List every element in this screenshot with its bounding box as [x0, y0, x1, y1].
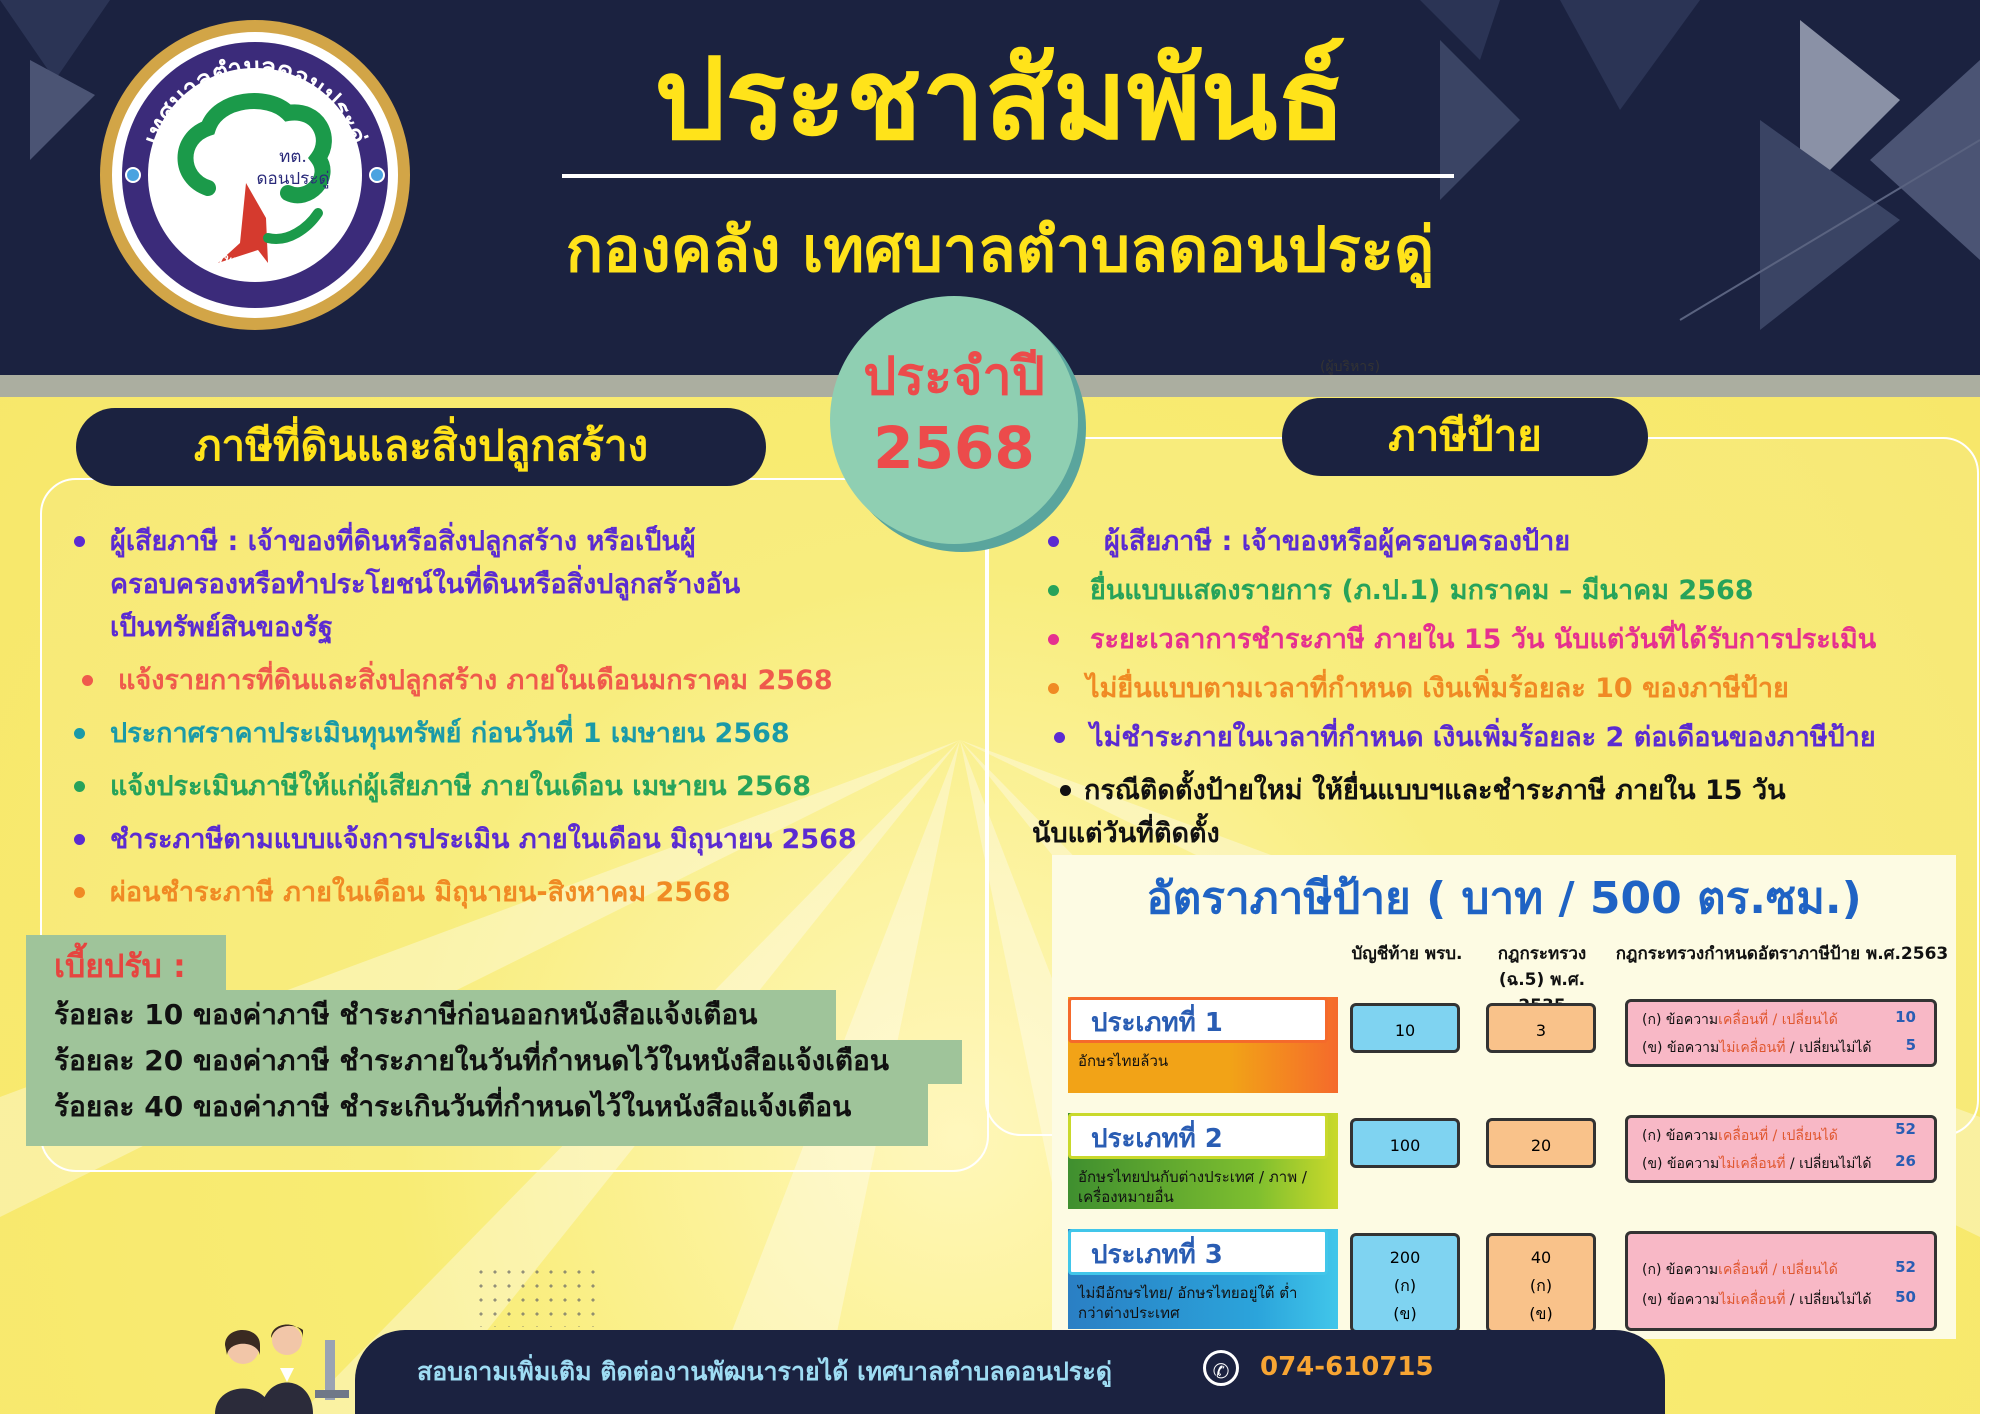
- bullet-icon: [82, 675, 93, 686]
- sign-tax-item-text: กรณีติดตั้งป้ายใหม่ ให้ยื่นแบบฯและชำระภาษี ภายใน 15 วัน: [1084, 775, 1786, 806]
- svg-text:อำเภอปากพะยูน จังหวัดพัทลุง: อำเภอปากพะยูน จังหวัดพัทลุง: [158, 196, 351, 276]
- sign-tax-item-text: ผู้เสียภาษี : เจ้าของหรือผู้ครอบครองป้าย: [1104, 526, 1571, 557]
- land-tax-list: [110, 520, 857, 914]
- dot-pattern-decoration: [474, 1265, 604, 1327]
- bullet-icon: [1048, 536, 1059, 547]
- sign-tax-item-text: ระยะเวลาการชำระภาษี ภายใน 15 วัน นับแต่วันที่ได้รับการประเมิน: [1090, 624, 1877, 655]
- footer-bar: [355, 1330, 1665, 1414]
- sign-tax-heading: ภาษีป้าย: [1282, 398, 1648, 476]
- land-tax-item-text: ผู้เสียภาษี : เจ้าของที่ดินหรือสิ่งปลูกสร้าง หรือเป็นผู้: [110, 526, 696, 557]
- bullet-icon: [74, 781, 85, 792]
- rate-law-cell: [1625, 1231, 1937, 1331]
- sign-type-3: [1068, 1229, 1318, 1322]
- header-note: (ผู้บริหาร): [1320, 359, 1381, 375]
- rate-moving-label: (ก) ข้อความเคลื่อนที่ / เปลี่ยนได้: [1642, 1012, 1838, 1028]
- bullet-icon: [74, 887, 85, 898]
- rate-cell: [1486, 1233, 1596, 1333]
- sign-tax-list: [1032, 520, 1877, 855]
- bullet-icon: [1048, 585, 1059, 596]
- bullet-icon: [74, 728, 85, 739]
- rate-moving-value: 52: [1895, 1258, 1916, 1276]
- list-item: [1090, 618, 1876, 661]
- list-item: [110, 818, 857, 861]
- list-item: [1090, 569, 1876, 612]
- column-header: กฎกระทรวง (ฉ.5) พ.ศ.: [1497, 944, 1587, 990]
- rate-fixed-value: 26: [1895, 1152, 1916, 1170]
- column-header: บัญชีท้าย พรบ.: [1351, 944, 1463, 964]
- list-item: [110, 563, 857, 606]
- rate-cell: 20: [1486, 1118, 1596, 1168]
- list-item: [110, 765, 857, 808]
- sign-type-desc: อักษรไทยปนกับต่างประเทศ / ภาพ / เครื่องหมายอื่น: [1078, 1168, 1307, 1206]
- sign-type-name: ประเภทที่ 2: [1068, 1113, 1328, 1159]
- list-item: [1086, 667, 1876, 710]
- sign-tax-item-text: ไม่ยื่นแบบตามเวลาที่กำหนด เงินเพิ่มร้อยละ 10 ของภาษีป้าย: [1086, 673, 1789, 704]
- phone-icon: ✆: [1203, 1350, 1239, 1386]
- rate-cell-sub: (ก): [1529, 1276, 1553, 1295]
- rate-cell-sub: (ก): [1393, 1276, 1417, 1295]
- page-title: ประชาสัมพันธ์: [654, 35, 1346, 165]
- sign-type-desc: ไม่มีอักษรไทย/ อักษรไทยอยู่ใต้ ต่ำกว่าต่างประเทศ: [1078, 1284, 1298, 1322]
- bullet-icon: [74, 834, 85, 845]
- bullet-icon: [1048, 683, 1059, 694]
- page-subtitle: กองคลัง เทศบาลตำบลดอนประดู่: [565, 213, 1435, 286]
- rate-cell: 10: [1350, 1003, 1460, 1053]
- list-item: [1090, 520, 1876, 563]
- sign-tax-item-text: ยื่นแบบแสดงรายการ (ภ.ป.1) มกราคม – มีนาคม 2568: [1090, 575, 1754, 606]
- list-item: [110, 520, 857, 563]
- footer-phone[interactable]: 074-610715: [1260, 1352, 1434, 1382]
- bullet-icon: [1048, 634, 1059, 645]
- sign-type-name: ประเภทที่ 3: [1068, 1229, 1328, 1275]
- land-tax-item-text: ครอบครองหรือทำประโยชน์ในที่ดินหรือสิ่งปลูกสร้างอัน: [110, 569, 741, 600]
- rate-law-cell: [1625, 999, 1937, 1067]
- logo-ring-text: [100, 20, 410, 330]
- list-item: [110, 871, 857, 914]
- sign-tax-item-text: ไม่ชำระภายในเวลาที่กำหนด เงินเพิ่มร้อยละ 2 ต่อเดือนของภาษีป้าย: [1090, 722, 1876, 753]
- land-tax-heading: ภาษีที่ดินและสิ่งปลูกสร้าง: [76, 408, 766, 486]
- call-center-people-icon: [205, 1310, 355, 1414]
- land-tax-item-text: แจ้งรายการที่ดินและสิ่งปลูกสร้าง ภายในเดือนมกราคม 2568: [118, 665, 833, 696]
- sign-type-2: [1068, 1113, 1318, 1206]
- title-underline: [562, 174, 1454, 178]
- rate-cell-value: 200: [1389, 1248, 1421, 1267]
- year-badge-label: ประจำปี: [863, 347, 1045, 407]
- year-badge-year: 2568: [873, 414, 1035, 482]
- sign-rate-table: [1052, 855, 1956, 1339]
- logo-center-text: ทต. ดอนประดู่: [256, 147, 330, 189]
- rate-fixed-value: 50: [1895, 1288, 1916, 1306]
- land-tax-item-text: เป็นทรัพย์สินของรัฐ: [110, 612, 333, 643]
- sign-type-1: [1068, 997, 1318, 1085]
- rate-cell-value: 40: [1530, 1248, 1552, 1267]
- rate-fixed-label: (ข) ข้อความไม่เคลื่อนที่ / เปลี่ยนไม่ได้: [1642, 1040, 1872, 1056]
- list-item: [110, 606, 857, 649]
- penalty-row: ร้อยละ 20 ของค่าภาษี ชำระภายในวันที่กำหนดไว้ในหนังสือแจ้งเตือน: [26, 1040, 962, 1084]
- list-item: [110, 659, 857, 702]
- sign-type-desc: อักษรไทยล้วน: [1078, 1052, 1169, 1070]
- list-item: [1032, 812, 1876, 855]
- rate-cell-sub: (ข): [1393, 1304, 1417, 1323]
- sign-type-name: ประเภทที่ 1: [1068, 997, 1328, 1043]
- land-tax-item-text: ประกาศราคาประเมินทุนทรัพย์ ก่อนวันที่ 1 เมษายน 2568: [110, 718, 790, 749]
- rate-cell-sub: (ข): [1529, 1304, 1553, 1323]
- rate-law-cell: [1625, 1115, 1937, 1183]
- rate-moving-label: (ก) ข้อความเคลื่อนที่ / เปลี่ยนได้: [1642, 1128, 1838, 1144]
- year-badge: [830, 296, 1078, 544]
- land-tax-item-text: แจ้งประเมินภาษีให้แก่ผู้เสียภาษี ภายในเดือน เมษายน 2568: [110, 771, 812, 802]
- rate-cell: 3: [1486, 1003, 1596, 1053]
- penalty-row: ร้อยละ 10 ของค่าภาษี ชำระภาษีก่อนออกหนังสือแจ้งเตือน: [26, 990, 836, 1040]
- rate-moving-label: (ก) ข้อความเคลื่อนที่ / เปลี่ยนได้: [1642, 1262, 1838, 1278]
- list-item: [1084, 769, 1876, 812]
- sign-rate-title: อัตราภาษีป้าย ( บาท / 500 ตร.ซม.): [1146, 873, 1862, 924]
- bullet-icon: [1060, 785, 1071, 796]
- bullet-icon: [1054, 732, 1065, 743]
- municipality-logo: [100, 20, 410, 330]
- list-item: [1090, 716, 1876, 759]
- footer-contact-text: สอบถามเพิ่มเติม ติดต่องานพัฒนารายได้ เทศบาลตำบลดอนประดู่: [417, 1357, 1113, 1386]
- svg-text:เทศบาลตำบลดอนประดู่: เทศบาลตำบลดอนประดู่: [137, 51, 373, 149]
- bullet-icon: [74, 536, 85, 547]
- penalty-row: ร้อยละ 40 ของค่าภาษี ชำระเกินวันที่กำหนดไว้ในหนังสือแจ้งเตือน: [26, 1084, 928, 1146]
- rate-fixed-value: 5: [1905, 1036, 1916, 1054]
- sign-tax-item-text: นับแต่วันที่ติดตั้ง: [1032, 818, 1220, 849]
- rate-fixed-label: (ข) ข้อความไม่เคลื่อนที่ / เปลี่ยนไม่ได้: [1642, 1292, 1872, 1308]
- list-item: [110, 712, 857, 755]
- rate-cell: [1350, 1233, 1460, 1333]
- rate-cell: 100: [1350, 1118, 1460, 1168]
- penalty-title: เบี้ยปรับ :: [26, 935, 226, 995]
- rate-moving-value: 52: [1895, 1120, 1916, 1138]
- rate-fixed-label: (ข) ข้อความไม่เคลื่อนที่ / เปลี่ยนไม่ได้: [1642, 1156, 1872, 1172]
- column-header: กฎกระทรวงกำหนดอัตราภาษีป้าย พ.ศ.2563: [1615, 944, 1949, 964]
- land-tax-item-text: ผ่อนชำระภาษี ภายในเดือน มิถุนายน-สิงหาคม 2568: [110, 877, 731, 908]
- rate-moving-value: 10: [1895, 1008, 1916, 1026]
- land-tax-item-text: ชำระภาษีตามแบบแจ้งการประเมิน ภายในเดือน มิถุนายน 2568: [110, 824, 857, 855]
